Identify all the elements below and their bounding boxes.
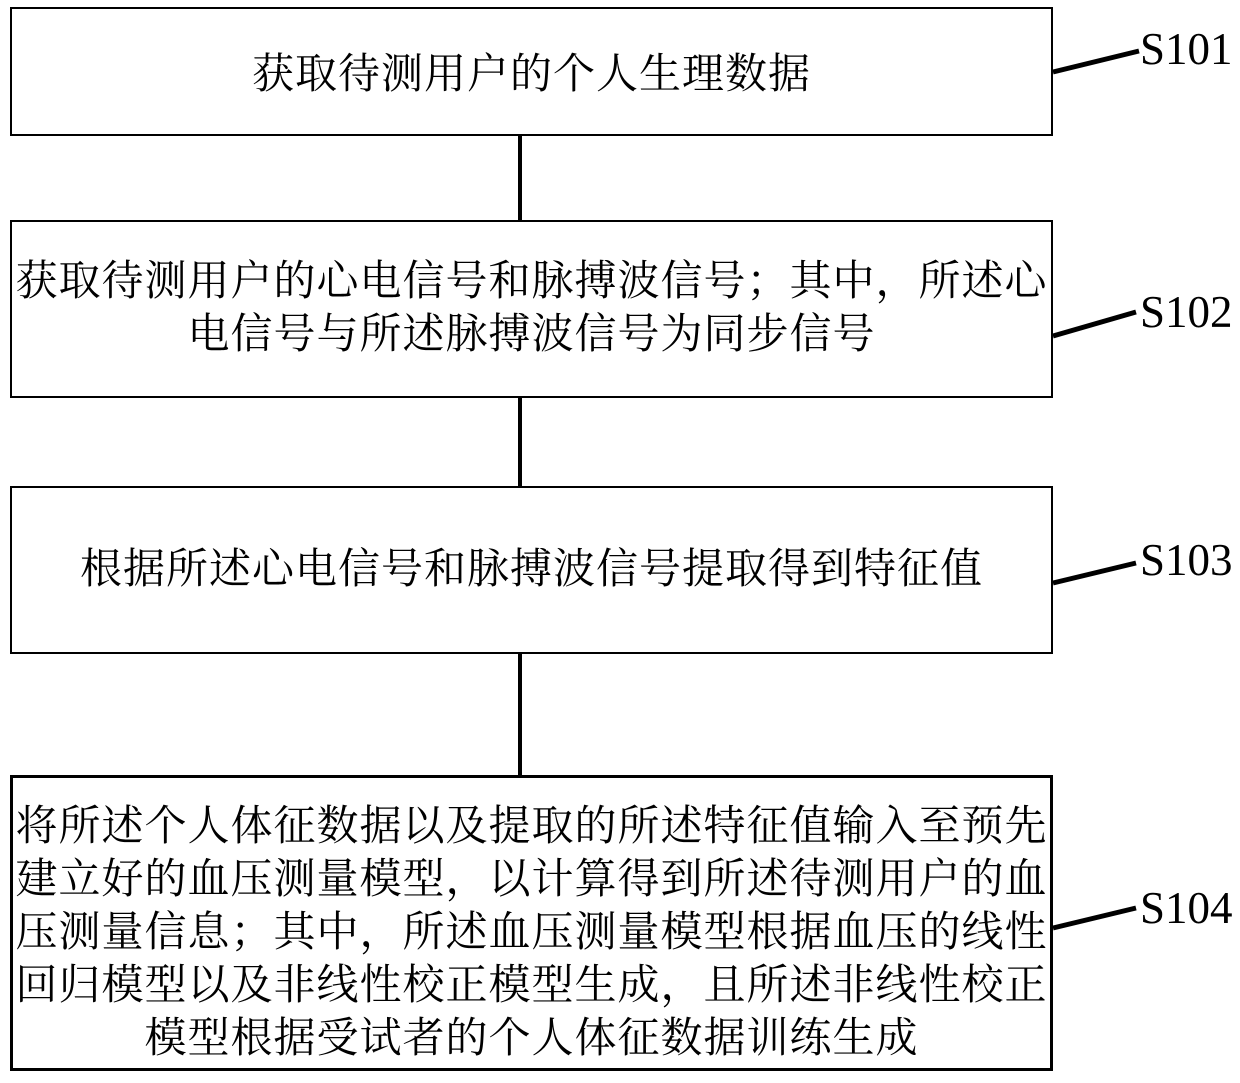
step-text: 压测量信息；其中，所述血压测量模型根据血压的线性 — [15, 909, 1048, 956]
leader-line-s104 — [1053, 908, 1136, 928]
step-label-s101: S101 — [1140, 24, 1233, 74]
step-box-s103 — [10, 486, 1053, 654]
step-label-s102: S102 — [1140, 287, 1233, 337]
leader-line-s102 — [1053, 312, 1136, 336]
step-label-s104: S104 — [1140, 883, 1233, 933]
step-box-s102 — [10, 220, 1053, 398]
step-label-s103: S103 — [1140, 535, 1233, 585]
step-box-s101 — [10, 7, 1053, 136]
step-text: 将所述个人体征数据以及提取的所述特征值输入至预先 — [15, 803, 1048, 850]
step-text: 获取待测用户的心电信号和脉搏波信号；其中，所述心 — [15, 259, 1048, 305]
step-text: 回归模型以及非线性校正模型生成，且所述非线性校正 — [15, 962, 1048, 1009]
step-text: 获取待测用户的个人生理数据 — [251, 52, 811, 98]
leader-line-s101 — [1053, 51, 1139, 72]
step-text: 模型根据受试者的个人体征数据训练生成 — [144, 1015, 919, 1062]
leader-line-s103 — [1053, 563, 1136, 583]
step-box-s104 — [10, 775, 1053, 1071]
step-text: 电信号与所述脉搏波信号为同步信号 — [187, 312, 876, 358]
step-text: 建立好的血压测量模型，以计算得到所述待测用户的血 — [15, 856, 1048, 903]
step-text: 根据所述心电信号和脉搏波信号提取得到特征值 — [79, 546, 983, 593]
